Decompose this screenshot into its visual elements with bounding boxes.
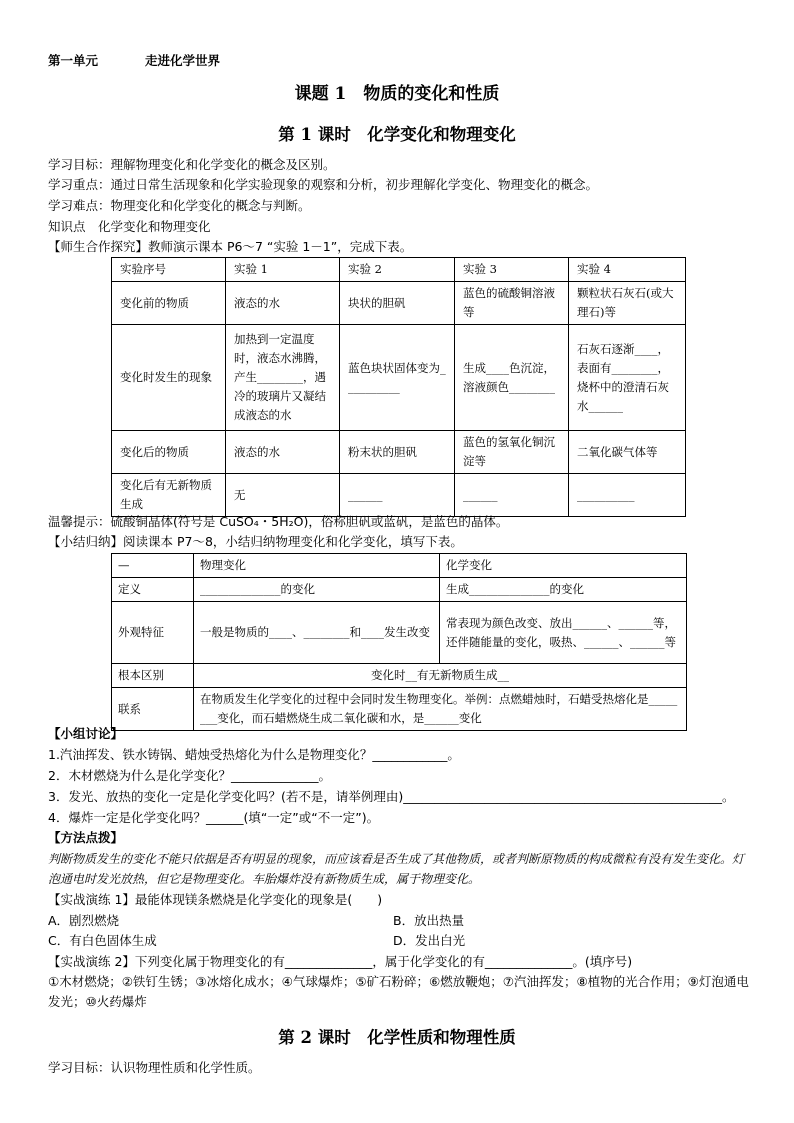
practice1-option-b: B．放出热量 bbox=[393, 913, 465, 928]
discussion-q3: 3．发光、放热的变化一定是化学变化吗？(若不是，请举例理由)___________________________________________________。 bbox=[48, 789, 735, 804]
table-cell: 蓝色块状固体变为__________ bbox=[340, 325, 455, 431]
table-cell: ______ bbox=[455, 474, 569, 517]
table-cell: ______________的变化 bbox=[194, 578, 440, 602]
table-row bbox=[112, 664, 687, 688]
table-row bbox=[112, 578, 687, 602]
table-cell: 变化前的物质 bbox=[112, 282, 226, 325]
table-cell: 生成______________的变化 bbox=[440, 578, 687, 602]
table-cell: 定义 bbox=[112, 578, 194, 602]
table-header-cell: 实验序号 bbox=[112, 258, 226, 282]
tip-text: 温馨提示：硫酸铜晶体(符号是 CuSO₄・5H₂O)，俗称胆矾或蓝矾，是蓝色的晶体。 bbox=[48, 514, 509, 529]
table-cell: 粉末状的胆矾 bbox=[340, 431, 455, 474]
unit-title: 走进化学世界 bbox=[145, 53, 221, 68]
method-text: 判断物质发生的变化不能只依据是否有明显的现象，而应该看是否生成了其他物质，或者判断原物质的构成微粒有没有发生变化。灯泡通电时发光放热，但它是物理变化。车胎爆炸没有新物质生成，属于物理变化。 bbox=[48, 852, 745, 886]
practice1-option-d: D．发出白光 bbox=[393, 933, 466, 948]
table-cell: 石灰石逐渐____，表面有________，烧杯中的澄清石灰水______ bbox=[569, 325, 686, 431]
experiment-table bbox=[111, 257, 686, 517]
table-cell: 液态的水 bbox=[226, 282, 340, 325]
table-cell: 变化后有无新物质生成 bbox=[112, 474, 226, 517]
method-heading: 【方法点拨】 bbox=[48, 830, 124, 845]
key-point: 学习重点：通过日常生活现象和化学实验现象的观察和分析，初步理解化学变化、物理变化的概念。 bbox=[48, 177, 599, 192]
table-row bbox=[112, 474, 686, 517]
table-header-row bbox=[112, 258, 686, 282]
table-header-row bbox=[112, 554, 687, 578]
summary-intro: 【小结归纳】阅读课本 P7～8，小结归纳物理变化和化学变化，填写下表。 bbox=[48, 534, 463, 549]
table-header-cell: 实验 2 bbox=[340, 258, 455, 282]
table-row bbox=[112, 602, 687, 664]
table-cell: 无 bbox=[226, 474, 340, 517]
table-cell: 外观特征 bbox=[112, 602, 194, 664]
practice1-stem: 【实战演练 1】最能体现镁条燃烧是化学变化的现象是( ) bbox=[48, 892, 383, 907]
table-cell: 块状的胆矾 bbox=[340, 282, 455, 325]
table-row bbox=[112, 688, 687, 731]
difficult-point: 学习难点：物理变化和化学变化的概念与判断。 bbox=[48, 198, 311, 213]
practice2-items: ①木材燃烧；②铁钉生锈；③冰熔化成水；④气球爆炸；⑤矿石粉碎；⑥燃放鞭炮；⑦汽油挥发；⑧植物的光合作用；⑨灯泡通电发光；⑩火药爆炸 bbox=[48, 974, 749, 1009]
table-cell: 根本区别 bbox=[112, 664, 194, 688]
table-cell: 变化后的物质 bbox=[112, 431, 226, 474]
table-header-cell: 实验 1 bbox=[226, 258, 340, 282]
discussion-q4: 4．爆炸一定是化学变化吗？______(填“一定”或“不一定”)。 bbox=[48, 810, 380, 825]
table-cell: 一般是物质的____、________和____发生改变 bbox=[194, 602, 440, 664]
discussion-q2: 2．木材燃烧为什么是化学变化？______________。 bbox=[48, 768, 331, 783]
table-cell: 在物质发生化学变化的过程中会同时发生物理变化。举例：点燃蜡烛时，石蜡受热熔化是________变化，而石蜡燃烧生成二氧化碳和水，是______变化 bbox=[194, 688, 687, 731]
table-cell: 联系 bbox=[112, 688, 194, 731]
section2-goal: 学习目标：认识物理性质和化学性质。 bbox=[48, 1060, 261, 1075]
table-header-cell: 实验 4 bbox=[569, 258, 686, 282]
table-row bbox=[112, 431, 686, 474]
table-header-cell: 实验 3 bbox=[455, 258, 569, 282]
table-row bbox=[112, 282, 686, 325]
discussion-heading: 【小组讨论】 bbox=[48, 726, 124, 741]
table-cell: 加热到一定温度时，液态水沸腾，产生________，遇冷的玻璃片又凝结成液态的水 bbox=[226, 325, 340, 431]
table-header-cell: 物理变化 bbox=[194, 554, 440, 578]
table-header-cell: 化学变化 bbox=[440, 554, 687, 578]
knowledge-point: 知识点 化学变化和物理变化 bbox=[48, 219, 211, 234]
table-header-cell: — bbox=[112, 554, 194, 578]
discussion-q1: 1.汽油挥发、铁水铸锅、蜡烛受热熔化为什么是物理变化？____________。 bbox=[48, 747, 460, 762]
table-cell: 蓝色的硫酸铜溶液等 bbox=[455, 282, 569, 325]
learning-goal: 学习目标：理解物理变化和化学变化的概念及区别。 bbox=[48, 157, 336, 172]
practice1-option-a: A．剧烈燃烧 bbox=[48, 913, 120, 928]
practice1-option-c: C．有白色固体生成 bbox=[48, 933, 157, 948]
table-cell: 变化时__有无新物质生成__ bbox=[194, 664, 687, 688]
table-cell: 生成____色沉淀，溶液颜色________ bbox=[455, 325, 569, 431]
practice2-stem: 【实战演练 2】下列变化属于物理变化的有______________，属于化学变化的有______________。(填序号) bbox=[48, 954, 633, 969]
table-cell: 液态的水 bbox=[226, 431, 340, 474]
unit-label: 第一单元 bbox=[48, 53, 99, 68]
table-cell: __________ bbox=[569, 474, 686, 517]
lesson-title: 课题 1 物质的变化和性质 bbox=[294, 84, 500, 104]
comparison-table bbox=[111, 553, 687, 731]
table-row bbox=[112, 325, 686, 431]
section2-title: 第 2 课时 化学性质和物理性质 bbox=[278, 1028, 516, 1047]
table-cell: ______ bbox=[340, 474, 455, 517]
table-cell: 变化时发生的现象 bbox=[112, 325, 226, 431]
explore-intro: 【师生合作探究】教师演示课本 P6～7 “实验 1－1”，完成下表。 bbox=[48, 239, 413, 254]
table-cell: 颗粒状石灰石(或大理石)等 bbox=[569, 282, 686, 325]
table-cell: 常表现为颜色改变、放出______、______等，还伴随能量的变化，吸热、______、______等 bbox=[440, 602, 687, 664]
table-cell: 二氧化碳气体等 bbox=[569, 431, 686, 474]
table-cell: 蓝色的氢氧化铜沉淀等 bbox=[455, 431, 569, 474]
section1-title: 第 1 课时 化学变化和物理变化 bbox=[278, 125, 516, 144]
